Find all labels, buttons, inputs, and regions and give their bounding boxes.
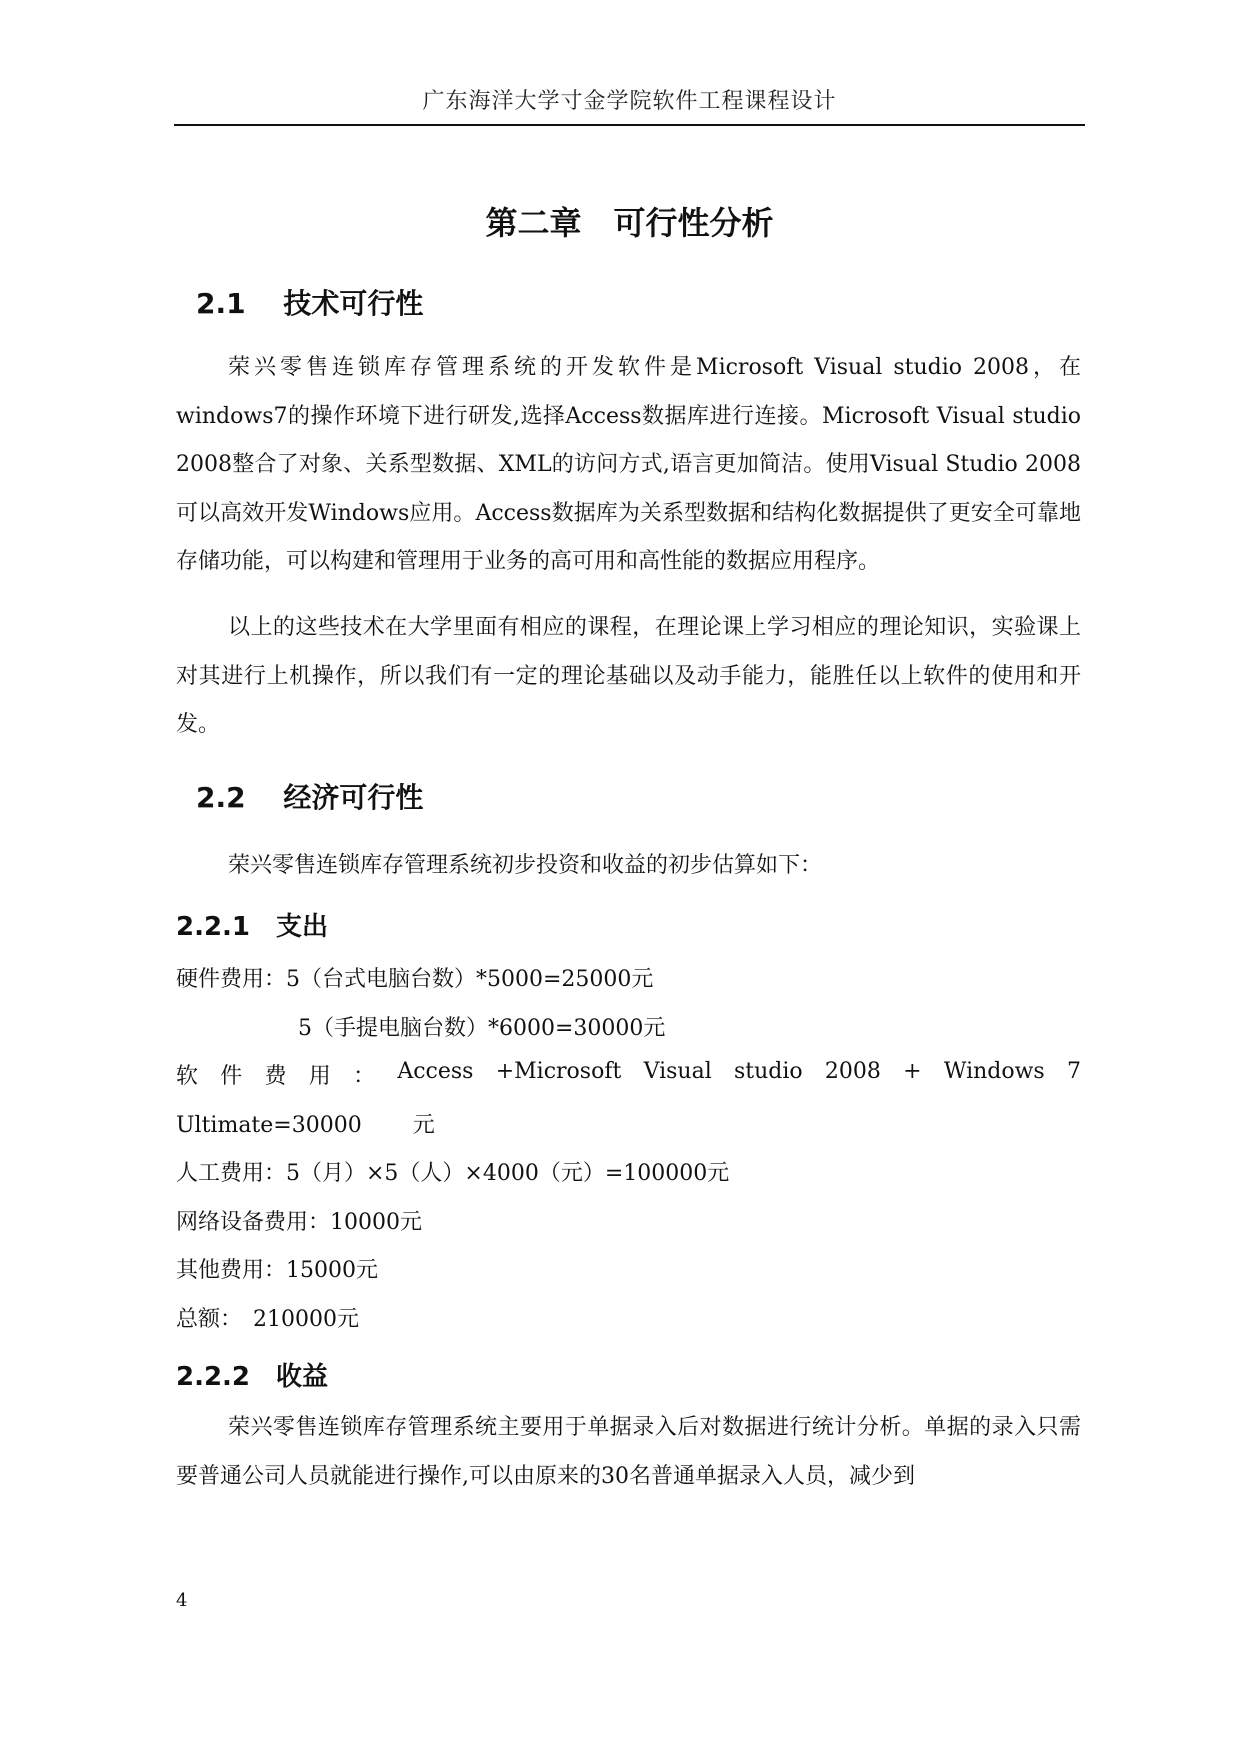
software-word: studio	[733, 1059, 803, 1084]
software-word: +	[903, 1059, 922, 1084]
software-word: 软	[176, 1064, 199, 1089]
header-divider	[174, 124, 1085, 126]
subsection-heading-2-2-2: 2.2.2 收益	[176, 1362, 329, 1392]
software-word: ：	[353, 1064, 376, 1089]
software-cost-line-1	[176, 1059, 1081, 1090]
paragraph-tech-2: 以上的这些技术在大学里面有相应的课程，在理论课上学习相应的理论知识，实验课上对其进行上机操作，所以我们有一定的理论基础以及动手能力，能胜任以上软件的使用和开发。	[176, 615, 1081, 737]
software-word: +Microsoft	[495, 1059, 622, 1084]
subsection-heading-2-2-1: 2.2.1 支出	[176, 912, 329, 942]
section-heading-2-1: 2.1 技术可行性	[196, 287, 424, 320]
chapter-title: 第二章 可行性分析	[485, 204, 774, 242]
software-word: Windows	[943, 1059, 1045, 1084]
hardware-cost-line-1: 硬件费用：5（台式电脑台数）*5000=25000元	[176, 967, 654, 992]
total-cost-line: 总额： 210000元	[176, 1307, 359, 1332]
page-number: 4	[176, 1590, 188, 1611]
hardware-cost-line-2: 5（手提电脑台数）*6000=30000元	[298, 1016, 666, 1041]
software-word: Access	[397, 1059, 474, 1084]
section-heading-2-2: 2.2 经济可行性	[196, 781, 424, 814]
other-cost-line: 其他费用：15000元	[176, 1258, 378, 1283]
page-header: 广东海洋大学寸金学院软件工程课程设计	[422, 89, 837, 114]
software-cost-line-2: Ultimate=30000 元	[176, 1113, 435, 1138]
paragraph-tech-1: 荣兴零售连锁库存管理系统的开发软件是Microsoft Visual studio 2008，在windows7的操作环境下进行研发,选择Access数据库进行连接。Microsoft Visual studio 2008整合了对象、关系型数据、XML的访问方式,语言更加简洁。使用Visual Studio 2008可以高效开发Windows应用。Access数据库为关系型数据和结构化数据提供了更安全可靠地存储功能，可以构建和管理用于业务的高可用和高性能的数据应用程序。	[176, 355, 1081, 574]
labor-cost-line: 人工费用：5（月）×5（人）×4000（元）=100000元	[176, 1161, 730, 1186]
software-word: Visual	[643, 1059, 712, 1084]
paragraph-benefit: 荣兴零售连锁库存管理系统主要用于单据录入后对数据进行统计分析。单据的录入只需要普通公司人员就能进行操作,可以由原来的30名普通单据录入人员，减少到	[176, 1415, 1081, 1489]
software-word: 费	[264, 1064, 287, 1089]
software-word: 用	[308, 1064, 331, 1089]
software-word: 件	[220, 1064, 243, 1089]
software-word: 7	[1066, 1059, 1081, 1084]
software-word: 2008	[824, 1059, 881, 1084]
network-cost-line: 网络设备费用：10000元	[176, 1210, 422, 1235]
paragraph-economic-intro: 荣兴零售连锁库存管理系统初步投资和收益的初步估算如下：	[228, 853, 823, 878]
